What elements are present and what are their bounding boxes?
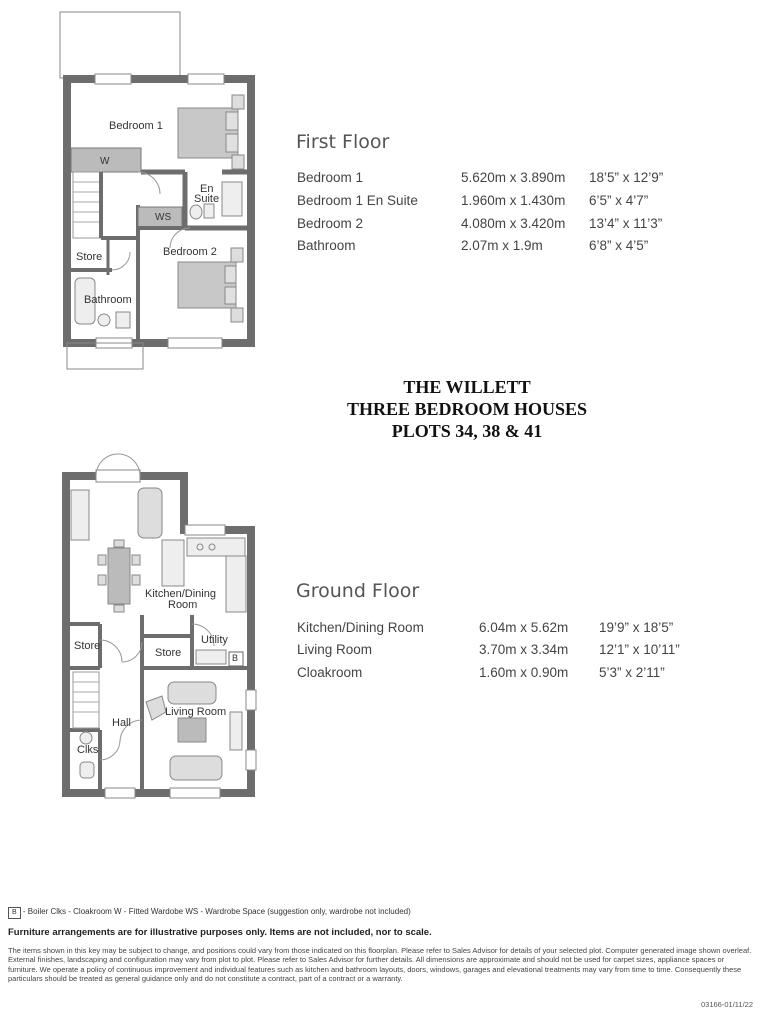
room-imperial: 5’3” x 2’11” — [599, 665, 665, 680]
label-en-suite-line2: Suite — [194, 193, 220, 205]
headline-house-name: THE WILLETT — [403, 377, 531, 397]
label-living-room: Living Room — [165, 706, 227, 718]
room-metric: 6.04m x 5.62m — [479, 620, 569, 635]
label-utility: Utility — [201, 634, 228, 646]
room-metric: 1.60m x 0.90m — [479, 665, 569, 680]
document-reference: 03166-01/11/22 — [701, 1000, 753, 1009]
room-name: Bedroom 2 — [297, 216, 364, 231]
label-en-suite-line1: En — [200, 183, 214, 195]
label-bedroom-1: Bedroom 1 — [109, 120, 163, 132]
label-kitchen-dining-line1: Kitchen/Dining — [145, 588, 216, 600]
label-kitchen-dining-line2: Room — [168, 599, 198, 611]
label-cloakroom: Clks — [77, 744, 99, 756]
room-metric: 1.960m x 1.430m — [461, 193, 566, 208]
legal-disclaimer: The items shown in this key may be subject to change, and positions could vary from those indicated on this floorplan. Please refer to Sales Advisor for details of your selected plot. Computer generated image shown overleaf. External finishes, landscaping and configuration may vary from plot to plot. Please refer to Sales Advisor for further details. All dimensions are approximate and should not be used for carpet sizes, appliance spaces or furniture. We operate a policy of continuous improvement and individual features such as kitchen and bathroom layouts, doors, windows, garages and elevational treatments may vary from time to time. Consequently these particulars should be treated as general guidance only and do not constitute a contract, part of a contract or a warranty. — [8, 946, 752, 984]
furniture-disclaimer: Furniture arrangements are for illustrative purposes only. Items are not included, nor to scale. — [8, 927, 432, 938]
room-imperial: 13’4” x 11’3” — [589, 216, 663, 231]
legend — [8, 907, 411, 919]
room-name: Kitchen/Dining Room — [297, 620, 424, 635]
room-metric: 2.07m x 1.9m — [461, 238, 543, 253]
label-hall: Hall — [112, 717, 131, 729]
room-name: Bedroom 1 En Suite — [297, 193, 418, 208]
label-fitted-wardrobe: W — [100, 156, 110, 167]
room-imperial: 12’1” x 10’11” — [599, 642, 680, 657]
room-name: Living Room — [297, 642, 373, 657]
ground-floor-title: Ground Floor — [296, 580, 420, 602]
label-store: Store — [76, 251, 103, 263]
boiler-key-box: B — [8, 907, 21, 919]
room-metric: 5.620m x 3.890m — [461, 170, 566, 185]
room-imperial: 19’9” x 18’5” — [599, 620, 674, 635]
label-bedroom-2: Bedroom 2 — [163, 246, 217, 258]
label-store-mid: Store — [155, 647, 182, 659]
room-imperial: 18’5” x 12’9” — [589, 170, 664, 185]
label-boiler: B — [232, 653, 239, 663]
room-imperial: 6’5” x 4’7” — [589, 193, 649, 208]
room-name: Cloakroom — [297, 665, 363, 680]
headline-house-type: THREE BEDROOM HOUSES — [346, 399, 588, 419]
room-name: Bedroom 1 — [297, 170, 364, 185]
label-bathroom: Bathroom — [84, 294, 132, 306]
room-imperial: 6’8” x 4’5” — [589, 238, 649, 253]
room-metric: 3.70m x 3.34m — [479, 642, 569, 657]
room-metric: 4.080m x 3.420m — [461, 216, 566, 231]
first-floor-title: First Floor — [296, 131, 390, 153]
legend-text: - Boiler Clks - Cloakroom W - Fitted Wardobe WS - Wardrobe Space (suggestion only, wardrobe not included) — [22, 907, 411, 916]
label-wardrobe-space: WS — [155, 212, 172, 223]
room-name: Bathroom — [297, 238, 356, 253]
headline-plots: PLOTS 34, 38 & 41 — [391, 421, 543, 441]
label-store-left: Store — [74, 640, 101, 652]
